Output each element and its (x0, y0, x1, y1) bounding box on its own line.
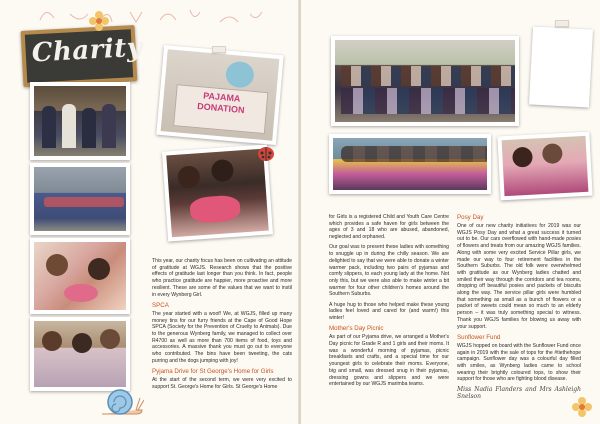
huge-hug-paragraph: A huge hug to those who helped make these young ladies feel loved and cared for (and warm!) this winter! (329, 301, 449, 322)
note-card (529, 26, 593, 107)
sunflower-fund-heading: Sunflower Fund (457, 333, 501, 341)
text-column-3 (457, 212, 581, 400)
winter-warmer-paragraph: Our goal was to present these ladies with something to snuggle up in during the chilly season. We are delighted to say that we were able to donate a winter warmer pack, including two pairs of pyjamas and comfy slippers, to each young lady at the home. Not only this, but we were also able to make winter a bit warmer for four other children's homes around the Southern Suburbs. (329, 244, 449, 298)
flower-icon (571, 396, 593, 418)
st-georges-paragraph: for Girls is a registered Child and Youth Care Centre which provides a safe haven for girls between the ages of 3 and 18 who are abused, abandoned, neglected and orphaned. (329, 214, 449, 241)
photo-girls-flowers (30, 238, 130, 314)
snail-icon (98, 384, 144, 418)
pyjama-drive-paragraph: At the start of the second term, we were very excited to support St. George's Home for Girls. St George's Home (152, 377, 292, 390)
tape-strip (212, 46, 226, 53)
text-column-2 (329, 214, 449, 392)
right-page (301, 0, 600, 424)
photo-pyjama-donation (156, 45, 283, 145)
mothers-day-paragraph: As part of our Pyjama drive, we arranged a Mother's Day picnic for Grade R and 1 girls and their moms. It was a wonderful morning of pyjamas, picnic breakfasts and crafts, and a special time for our youngest girls to celebrate their moms. Everyone, big and small, was dressed snug in their pyjamas, dressing gowns and slippers and we were entertained by our WGJS marimba teams. (329, 334, 449, 388)
photo-students-donation (30, 163, 130, 235)
page-title: Charity (31, 32, 144, 69)
photo-girls-smiling (497, 132, 592, 201)
mothers-day-heading: Mother's Day Picnic (329, 325, 384, 333)
photo-girls-pyjamas (30, 317, 130, 391)
title-chalkboard (21, 25, 144, 87)
text-column-1 (152, 258, 292, 394)
spca-heading: SPCA (152, 301, 169, 309)
spca-paragraph: The year started with a woof! We, at WGJS, filled up many money tins for our furry friends at the Cape of Good Hope SPCA (Society for the Prevention of Cruelty to Animals). Due to the generous Wynberg family, we managed to collect over R4700 as well as more than 700 items of food, toys and accessories. A massive thank you must go out to everyone who contributed. The bins have been tweeting, the cats purring and the dogs jumping with joy! (152, 310, 292, 364)
pyjama-drive-heading: Pyjama Drive for St George's Home for Girls (152, 368, 274, 376)
sunflower-fund-paragraph: WGJS hopped on board with the Sunflower Fund once again in 2019 with the sale of tops for the #tiethehope campaign. Sunflower day was a colourful day filled with smiles, as Wynberg ladies came to school wearing their brightly coloured tops, to show their support for those who are fighting blood disease. (457, 342, 581, 383)
donation-sign: PAJAMA DONATION (196, 90, 245, 116)
posy-day-heading: Posy Day (457, 214, 484, 221)
tape-strip (555, 20, 569, 27)
left-page (0, 0, 299, 424)
flower-icon (88, 10, 110, 32)
ladybug-icon (256, 144, 276, 162)
doodle-decoration (30, 0, 290, 28)
photo-sunflower-girls (329, 134, 491, 194)
photo-students-group (30, 82, 130, 160)
photo-retirement-group (331, 36, 519, 126)
intro-paragraph: This year, our charity focus has been on cultivating an attitude of gratitude at WGJS. Research shows that the positive effects of gratitude last longer than you think. In fact, people who practice gratitude are happier, more proactive and more resilient. These are some of the values that we want to instil in every Wynberg Girl. (152, 258, 292, 298)
posy-day-paragraph: One of our new charity initiatives for 2019 was our WGJS Posy Day and what a great success it turned out to be. Our cars overflowed with hand-made posies of flowers and treats from our amazing WGJS families. Along with some very excited Service Pillar girls, we made our way to four retirement facilities in the Southern Suburbs. The old folk were overwhelmed with gratitude as our Wynberg ladies chatted and smiled their way through the corridors and tea rooms, dropping off beautiful posies and packets of biscuits along the way. The service pillar girls were humbled that something as small as a bunch of flowers or a packet of sweets could mean so much to an elderly person – it was truly something special to witness. Thank you WGJS families for blowing us away with your support. (457, 223, 581, 330)
author-signature: Miss Nadia Flanders and Mrs Ashleigh Snelson (457, 386, 581, 400)
